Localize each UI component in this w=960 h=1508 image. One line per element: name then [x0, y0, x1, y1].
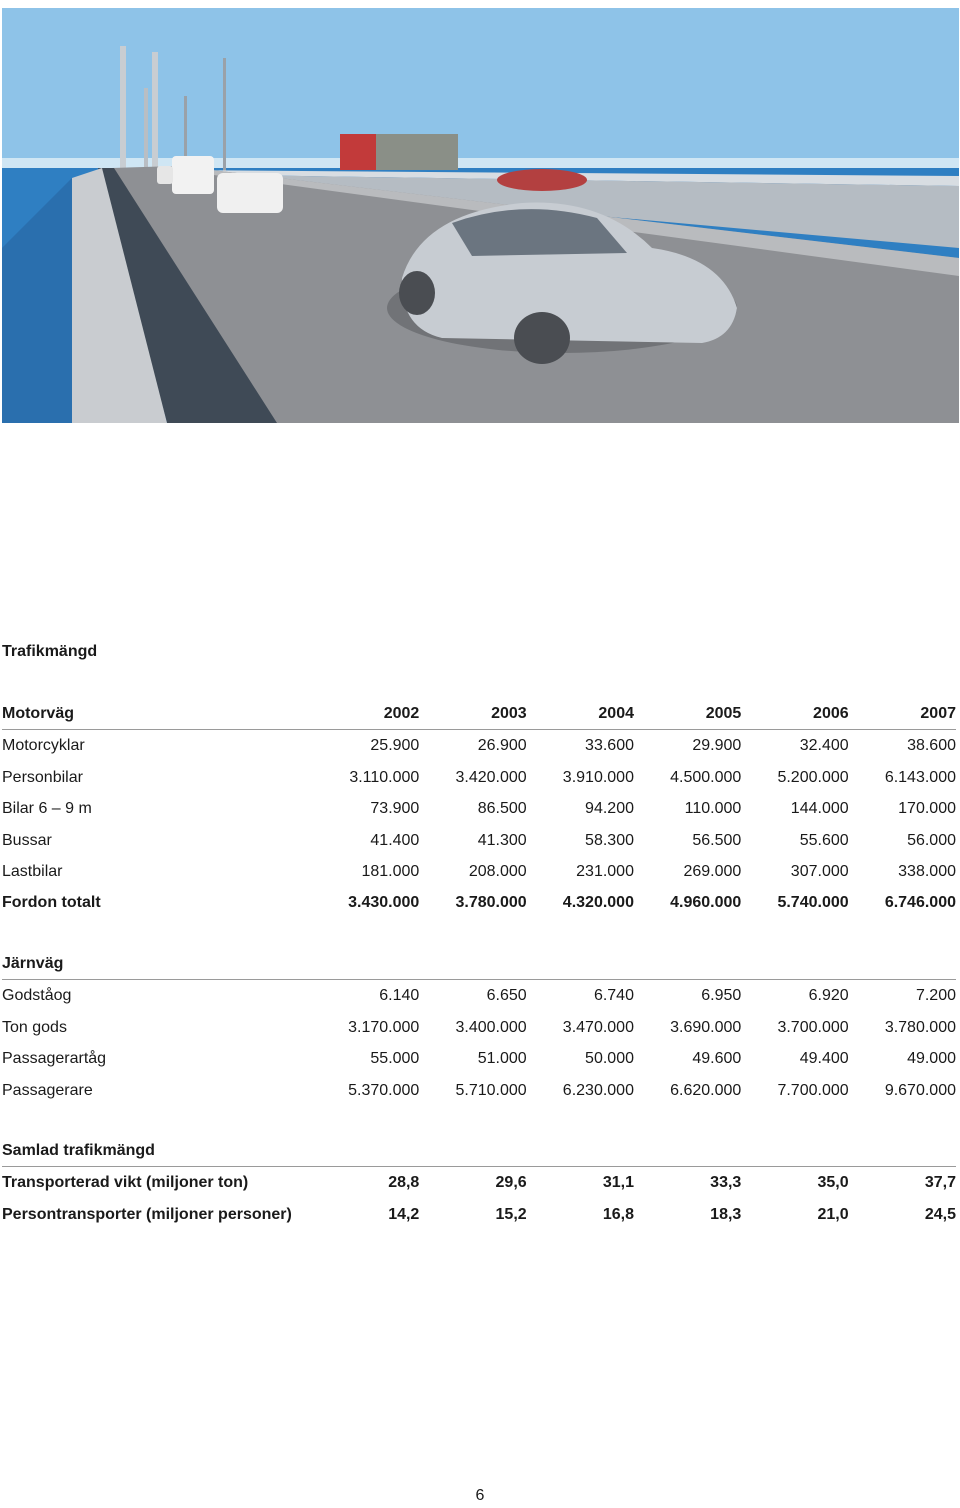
cell-value: 35,0 — [817, 1174, 849, 1192]
cell-value: 41.300 — [477, 831, 527, 849]
cell-value: 32.400 — [799, 737, 849, 755]
total-row — [2, 887, 956, 918]
cell-value: 26.900 — [477, 737, 527, 755]
cell-value: 307.000 — [790, 863, 849, 881]
cell-value: 3.910.000 — [562, 768, 634, 786]
year-2002: 2002 — [383, 705, 420, 722]
combined-section-header: Samlad trafikmängd — [2, 1142, 155, 1159]
row-label: Personbilar — [2, 768, 83, 786]
cell-value: 208.000 — [468, 863, 527, 881]
cell-value: 231.000 — [576, 863, 634, 881]
cell-value: 6.230.000 — [562, 1081, 634, 1099]
cell-value: 14,2 — [388, 1205, 420, 1223]
cell-value: 6.950 — [701, 987, 742, 1005]
cell-value: 3.780.000 — [884, 1018, 956, 1036]
table-row — [2, 1199, 956, 1230]
row-label: Ton gods — [2, 1018, 67, 1036]
cell-value: 38.600 — [907, 737, 956, 755]
row-label: Lastbilar — [2, 863, 63, 881]
cell-value: 6.143.000 — [884, 768, 956, 786]
cell-value: 25.900 — [370, 737, 420, 755]
table-row — [2, 1043, 956, 1074]
table-row — [2, 762, 956, 793]
cell-value: 144.000 — [790, 800, 849, 818]
cell-value: 269.000 — [683, 863, 742, 881]
cell-value: 9.670.000 — [884, 1081, 956, 1099]
cell-value: 15,2 — [495, 1205, 527, 1223]
cell-value: 56.000 — [907, 831, 956, 849]
cell-value: 51.000 — [477, 1050, 527, 1068]
table-row — [2, 1075, 956, 1106]
year-2003: 2003 — [491, 705, 527, 722]
cell-value: 7.200 — [915, 987, 956, 1005]
cell-value: 49.600 — [692, 1050, 742, 1068]
table-title: Trafikmängd — [2, 643, 98, 660]
cell-value: 6.140 — [379, 987, 420, 1005]
road-header-row — [2, 698, 956, 730]
year-2006: 2006 — [813, 705, 849, 722]
cell-value: 86.500 — [477, 800, 527, 818]
row-label: Motorcyklar — [2, 737, 85, 755]
row-label: Passagerare — [2, 1081, 93, 1099]
table-row — [2, 825, 956, 856]
cell-value: 3.700.000 — [777, 1018, 849, 1036]
cell-value: 4.960.000 — [670, 894, 742, 912]
cell-value: 3.780.000 — [455, 894, 527, 912]
cell-value: 28,8 — [388, 1174, 420, 1192]
cell-value: 4.320.000 — [562, 894, 634, 912]
cell-value: 170.000 — [898, 800, 956, 818]
cell-value: 33.600 — [585, 737, 634, 755]
cell-value: 41.400 — [370, 831, 420, 849]
row-label: Godståog — [2, 987, 72, 1005]
road-traffic-table — [2, 698, 956, 919]
year-2007: 2007 — [920, 705, 956, 722]
cell-value: 18,3 — [710, 1205, 742, 1223]
page-number: 6 — [475, 1487, 485, 1504]
table-row — [2, 1012, 956, 1043]
cell-value: 55.600 — [799, 831, 849, 849]
cell-value: 181.000 — [361, 863, 420, 881]
cell-value: 4.500.000 — [670, 768, 742, 786]
row-label: Bussar — [2, 831, 52, 849]
cell-value: 5.200.000 — [777, 768, 849, 786]
rail-traffic-table — [2, 948, 956, 1106]
cell-value: 49.000 — [907, 1050, 956, 1068]
cell-value: 3.400.000 — [455, 1018, 527, 1036]
cell-value: 33,3 — [710, 1174, 742, 1192]
cell-value: 21,0 — [817, 1205, 849, 1223]
cell-value: 5.370.000 — [348, 1081, 420, 1099]
rail-section-header: Järnväg — [2, 955, 64, 972]
row-label: Transporterad vikt (miljoner ton) — [2, 1174, 249, 1192]
bridge-traffic-photo — [2, 8, 959, 423]
cell-value: 24,5 — [924, 1205, 956, 1223]
row-label: Persontransporter (miljoner personer) — [2, 1205, 292, 1223]
cell-value: 49.400 — [799, 1050, 849, 1068]
rail-header-row — [2, 948, 956, 980]
cell-value: 50.000 — [585, 1050, 634, 1068]
cell-value: 58.300 — [585, 831, 634, 849]
cell-value: 5.740.000 — [777, 894, 849, 912]
cell-value: 6.740 — [593, 987, 634, 1005]
cell-value: 3.110.000 — [349, 768, 420, 786]
cell-value: 94.200 — [585, 800, 634, 818]
table-row — [2, 856, 956, 887]
cell-value: 37,7 — [924, 1174, 956, 1192]
year-2004: 2004 — [598, 705, 634, 722]
cell-value: 31,1 — [602, 1174, 634, 1192]
cell-value: 3.170.000 — [348, 1018, 420, 1036]
table-row — [2, 1167, 956, 1199]
cell-value: 3.470.000 — [562, 1018, 634, 1036]
cell-value: 6.746.000 — [884, 894, 956, 912]
cell-value: 110.000 — [684, 800, 742, 818]
combined-header-row — [2, 1135, 956, 1167]
cell-value: 16,8 — [602, 1205, 634, 1223]
row-label: Bilar 6 – 9 m — [2, 800, 92, 818]
cell-value: 338.000 — [898, 863, 956, 881]
year-2005: 2005 — [705, 705, 742, 722]
road-section-header: Motorväg — [2, 705, 74, 722]
cell-value: 6.650 — [486, 987, 527, 1005]
table-row — [2, 980, 956, 1012]
cell-value: 7.700.000 — [777, 1081, 849, 1099]
cell-value: 3.420.000 — [455, 768, 527, 786]
row-label: Fordon totalt — [2, 894, 101, 912]
cell-value: 29.900 — [692, 737, 742, 755]
table-row — [2, 793, 956, 824]
cell-value: 29,6 — [495, 1174, 527, 1192]
cell-value: 6.620.000 — [670, 1081, 742, 1099]
cell-value: 3.690.000 — [670, 1018, 742, 1036]
cell-value: 6.920 — [808, 987, 849, 1005]
cell-value: 5.710.000 — [455, 1081, 527, 1099]
table-row — [2, 730, 956, 762]
combined-traffic-table — [2, 1135, 956, 1230]
cell-value: 3.430.000 — [348, 894, 420, 912]
row-label: Passagerartåg — [2, 1050, 107, 1068]
cell-value: 56.500 — [692, 831, 742, 849]
cell-value: 73.900 — [370, 800, 420, 818]
cell-value: 55.000 — [370, 1050, 420, 1068]
